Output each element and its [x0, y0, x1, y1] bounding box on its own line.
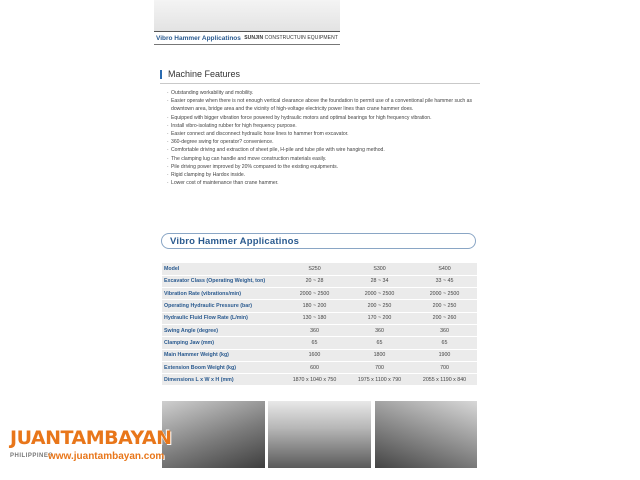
spec-row [162, 312, 477, 324]
spec-value: 600 [282, 361, 347, 373]
spec-label: Hydraulic Fluid Flow Rate (L/min) [162, 312, 282, 324]
photo-site-excavator [375, 401, 477, 468]
spec-value: 180 ~ 200 [282, 300, 347, 312]
spec-value: 360 [347, 324, 412, 336]
brand-name: SUNJIN [244, 35, 264, 41]
feature-item: · Easier operate when there is not enough vertical clearance above the foundation to permit use of a conventional pile hammer such as downtown area, bridge area and the vicinity of high-voltage electricity power lines than crane hammer does. [167, 97, 479, 113]
feature-item: · Equipped with bigger vibration force powered by hydraulic motors and optimal bearings for high frequency vibration. [167, 114, 479, 122]
banner-title: Vibro Hammer Applicatinos [156, 34, 241, 42]
spec-row [162, 263, 477, 275]
spec-value: 65 [347, 337, 412, 349]
feature-item: · Outstanding workability and mobility. [167, 89, 479, 97]
spec-value: 200 ~ 250 [347, 300, 412, 312]
spec-value: 65 [282, 337, 347, 349]
spec-value: 1975 x 1100 x 790 [347, 374, 412, 386]
spec-row [162, 337, 477, 349]
feature-item: · Pile driving power improved by 20% compared to the existing equipments. [167, 163, 479, 171]
feature-item: · Lower cost of maintenance than crane hammer. [167, 179, 479, 187]
spec-value: 1870 x 1040 x 750 [282, 374, 347, 386]
banner-image [154, 0, 340, 31]
spec-row [162, 324, 477, 336]
spec-label: Clamping Jaw (mm) [162, 337, 282, 349]
feature-item: · Install vibro-isolating rubber for high frequency purpose. [167, 122, 479, 130]
spec-label: Dimensions L x W x H (mm) [162, 374, 282, 386]
machine-features-title: Machine Features [168, 69, 241, 79]
spec-value: 700 [347, 361, 412, 373]
watermark-url: www.juantambayan.com [48, 451, 165, 462]
watermark-logo: JUANTAMBAYAN [10, 427, 172, 449]
spec-value: 1600 [282, 349, 347, 361]
spec-row [162, 288, 477, 300]
spec-label: Excavator Class (Operating Weight, ton) [162, 275, 282, 287]
watermark-country: PHILIPPINES [10, 453, 53, 459]
features-list [167, 89, 479, 187]
spec-value: 65 [412, 337, 477, 349]
spec-value: 130 ~ 180 [282, 312, 347, 324]
spec-row [162, 275, 477, 287]
spec-table [162, 263, 477, 386]
machine-features-heading [160, 69, 480, 84]
spec-row [162, 300, 477, 312]
applications-title: Vibro Hammer Applicatinos [170, 235, 300, 247]
spec-value: S300 [347, 263, 412, 275]
spec-label: Model [162, 263, 282, 275]
spec-value: 33 ~ 45 [412, 275, 477, 287]
feature-item: · The clamping lug can handle and move construction materials easily. [167, 155, 479, 163]
spec-value: 700 [412, 361, 477, 373]
spec-value: 2000 ~ 2500 [282, 288, 347, 300]
feature-item: · Rigid clamping by Hardox inside. [167, 171, 479, 179]
spec-value: 20 ~ 28 [282, 275, 347, 287]
banner-bar [154, 31, 340, 45]
spec-value: 2055 x 1190 x 840 [412, 374, 477, 386]
banner-brand [244, 35, 338, 41]
brand-suffix: CONSTRUCTUIN EQUIPMENT [263, 35, 338, 41]
spec-value: 170 ~ 200 [347, 312, 412, 324]
photo-site-drilling [268, 401, 371, 468]
spec-label: Operating Hydraulic Pressure (bar) [162, 300, 282, 312]
spec-value: 200 ~ 260 [412, 312, 477, 324]
applications-heading [161, 233, 476, 249]
spec-value: 360 [282, 324, 347, 336]
spec-label: Vibration Rate (vibrations/min) [162, 288, 282, 300]
spec-value: 1900 [412, 349, 477, 361]
spec-label: Extension Boom Weight (kg) [162, 361, 282, 373]
spec-value: 1800 [347, 349, 412, 361]
heading-accent-bar [160, 70, 162, 79]
spec-value: S400 [412, 263, 477, 275]
spec-value: 28 ~ 34 [347, 275, 412, 287]
spec-row [162, 349, 477, 361]
feature-item: · Easier connect and disconnect hydraulic hose lines to hammer from excavator. [167, 130, 479, 138]
feature-item: · Comfortable driving and extraction of sheet pile, H-pile and tube pile with wire hanging method. [167, 146, 479, 154]
spec-label: Main Hammer Weight (kg) [162, 349, 282, 361]
spec-value: 2000 ~ 2500 [347, 288, 412, 300]
feature-item: · 360-degree swing for operator? convenience. [167, 138, 479, 146]
spec-value: S250 [282, 263, 347, 275]
spec-row [162, 374, 477, 386]
spec-value: 200 ~ 250 [412, 300, 477, 312]
spec-value: 2000 ~ 2500 [412, 288, 477, 300]
spec-label: Swing Angle (degree) [162, 324, 282, 336]
spec-value: 360 [412, 324, 477, 336]
spec-row [162, 361, 477, 373]
